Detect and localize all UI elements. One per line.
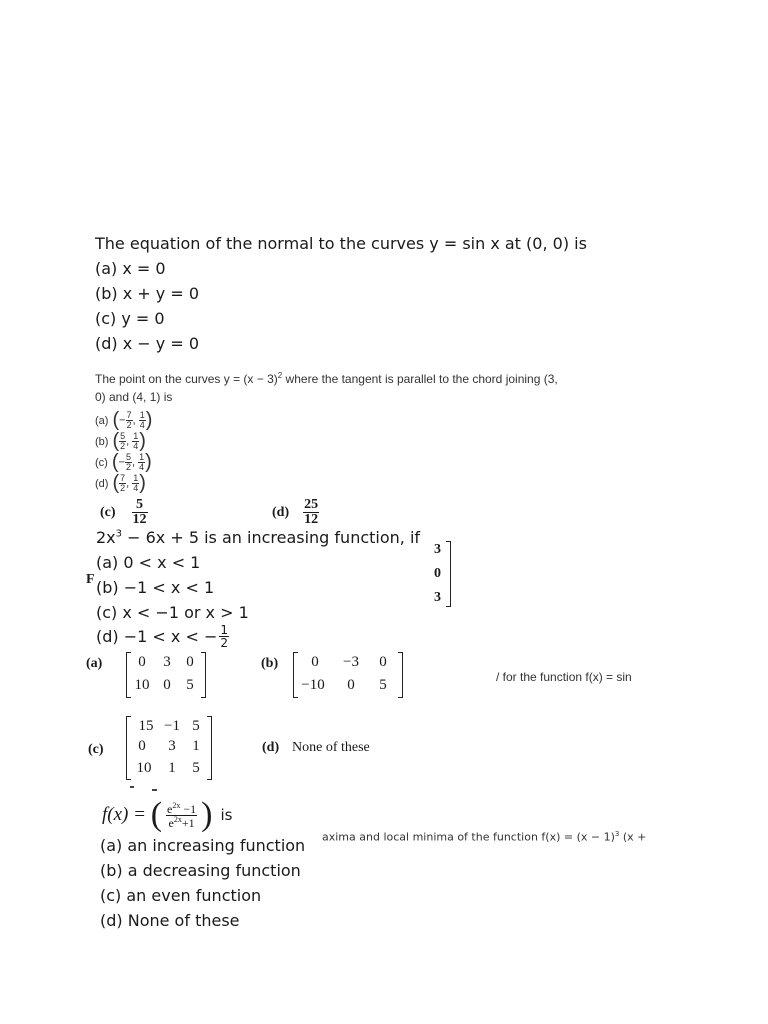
matrix-bracket: [446, 541, 451, 607]
scan-artifact: [130, 786, 158, 792]
question-3-option-b: (b) −1 < x < 1: [96, 578, 215, 597]
question-1-option-b: (b) x + y = 0: [95, 284, 199, 303]
question-2-option-c: (c) (− $\frac{5}{2}$ , $\frac{1}{4}$ ): [95, 451, 152, 473]
matrix: 0 3 0 10 0 5: [126, 652, 206, 698]
question-3-option-c: (c) x < −1 or x > 1: [96, 603, 249, 622]
stray-letter: F: [86, 572, 95, 587]
matrix: 0 −3 0 −10 0 5: [293, 652, 403, 698]
question-1-option-a: (a) x = 0: [95, 259, 166, 278]
question-2-stem-line2: 0) and (4, 1) is: [95, 390, 173, 404]
question-1-option-d: (d) x − y = 0: [95, 334, 199, 353]
question-2-option-a: (a) (− $\frac{7}{2}$ , $\frac{1}{4}$ ): [95, 409, 153, 431]
question-3-option-a: (a) 0 < x < 1: [96, 553, 201, 572]
question-4-option-a: (a) an increasing function: [100, 836, 306, 855]
question-1-stem: The equation of the normal to the curves y = sin x at (0, 0) is: [95, 234, 587, 253]
question-4-option-c: (c) an even function: [100, 886, 262, 905]
question-4-option-d: (d) None of these: [100, 911, 240, 930]
matrix: 15 −1 5 0 3 1 10 1 5: [126, 716, 212, 780]
question-4-option-b: (b) a decreasing function: [100, 861, 301, 880]
question-2-option-b: (b) ( $\frac{5}{2}$ , $\frac{1}{4}$ ): [95, 430, 146, 452]
fraction: $\frac{5}{12}$: [132, 498, 147, 524]
fragment-right-2: axima and local minima of the function $f(x) = (x - 1)^3$ (x +: [322, 830, 647, 844]
question-2-stem-line1: The point on the curves $y = (x - 3)^2$ where the tangent is parallel to the chord joining (3,: [95, 371, 558, 386]
question-1-option-c: (c) y = 0: [95, 309, 165, 328]
fragment-option-d: (d) $\frac{25}{12}$: [272, 498, 319, 524]
fragment-right-1: / for the function f(x) = sin: [496, 670, 632, 684]
question-3-stem: $2x^3 - 6x + 5$ is an increasing function, if: [96, 528, 421, 547]
fraction: $\frac{25}{12}$: [304, 498, 319, 524]
question-4-stem: f(x) = ( $\frac{e^{2x} -1}{e^{2x}+1}$ ) is: [102, 796, 233, 833]
fragment-option-c: (c) $\frac{5}{12}$: [100, 498, 148, 524]
question-2-option-d: (d) ( $\frac{7}{2}$ , $\frac{1}{4}$ ): [95, 472, 146, 494]
question-3-option-d: (d) −1 < x < − $\frac{1}{2}$: [96, 623, 228, 650]
